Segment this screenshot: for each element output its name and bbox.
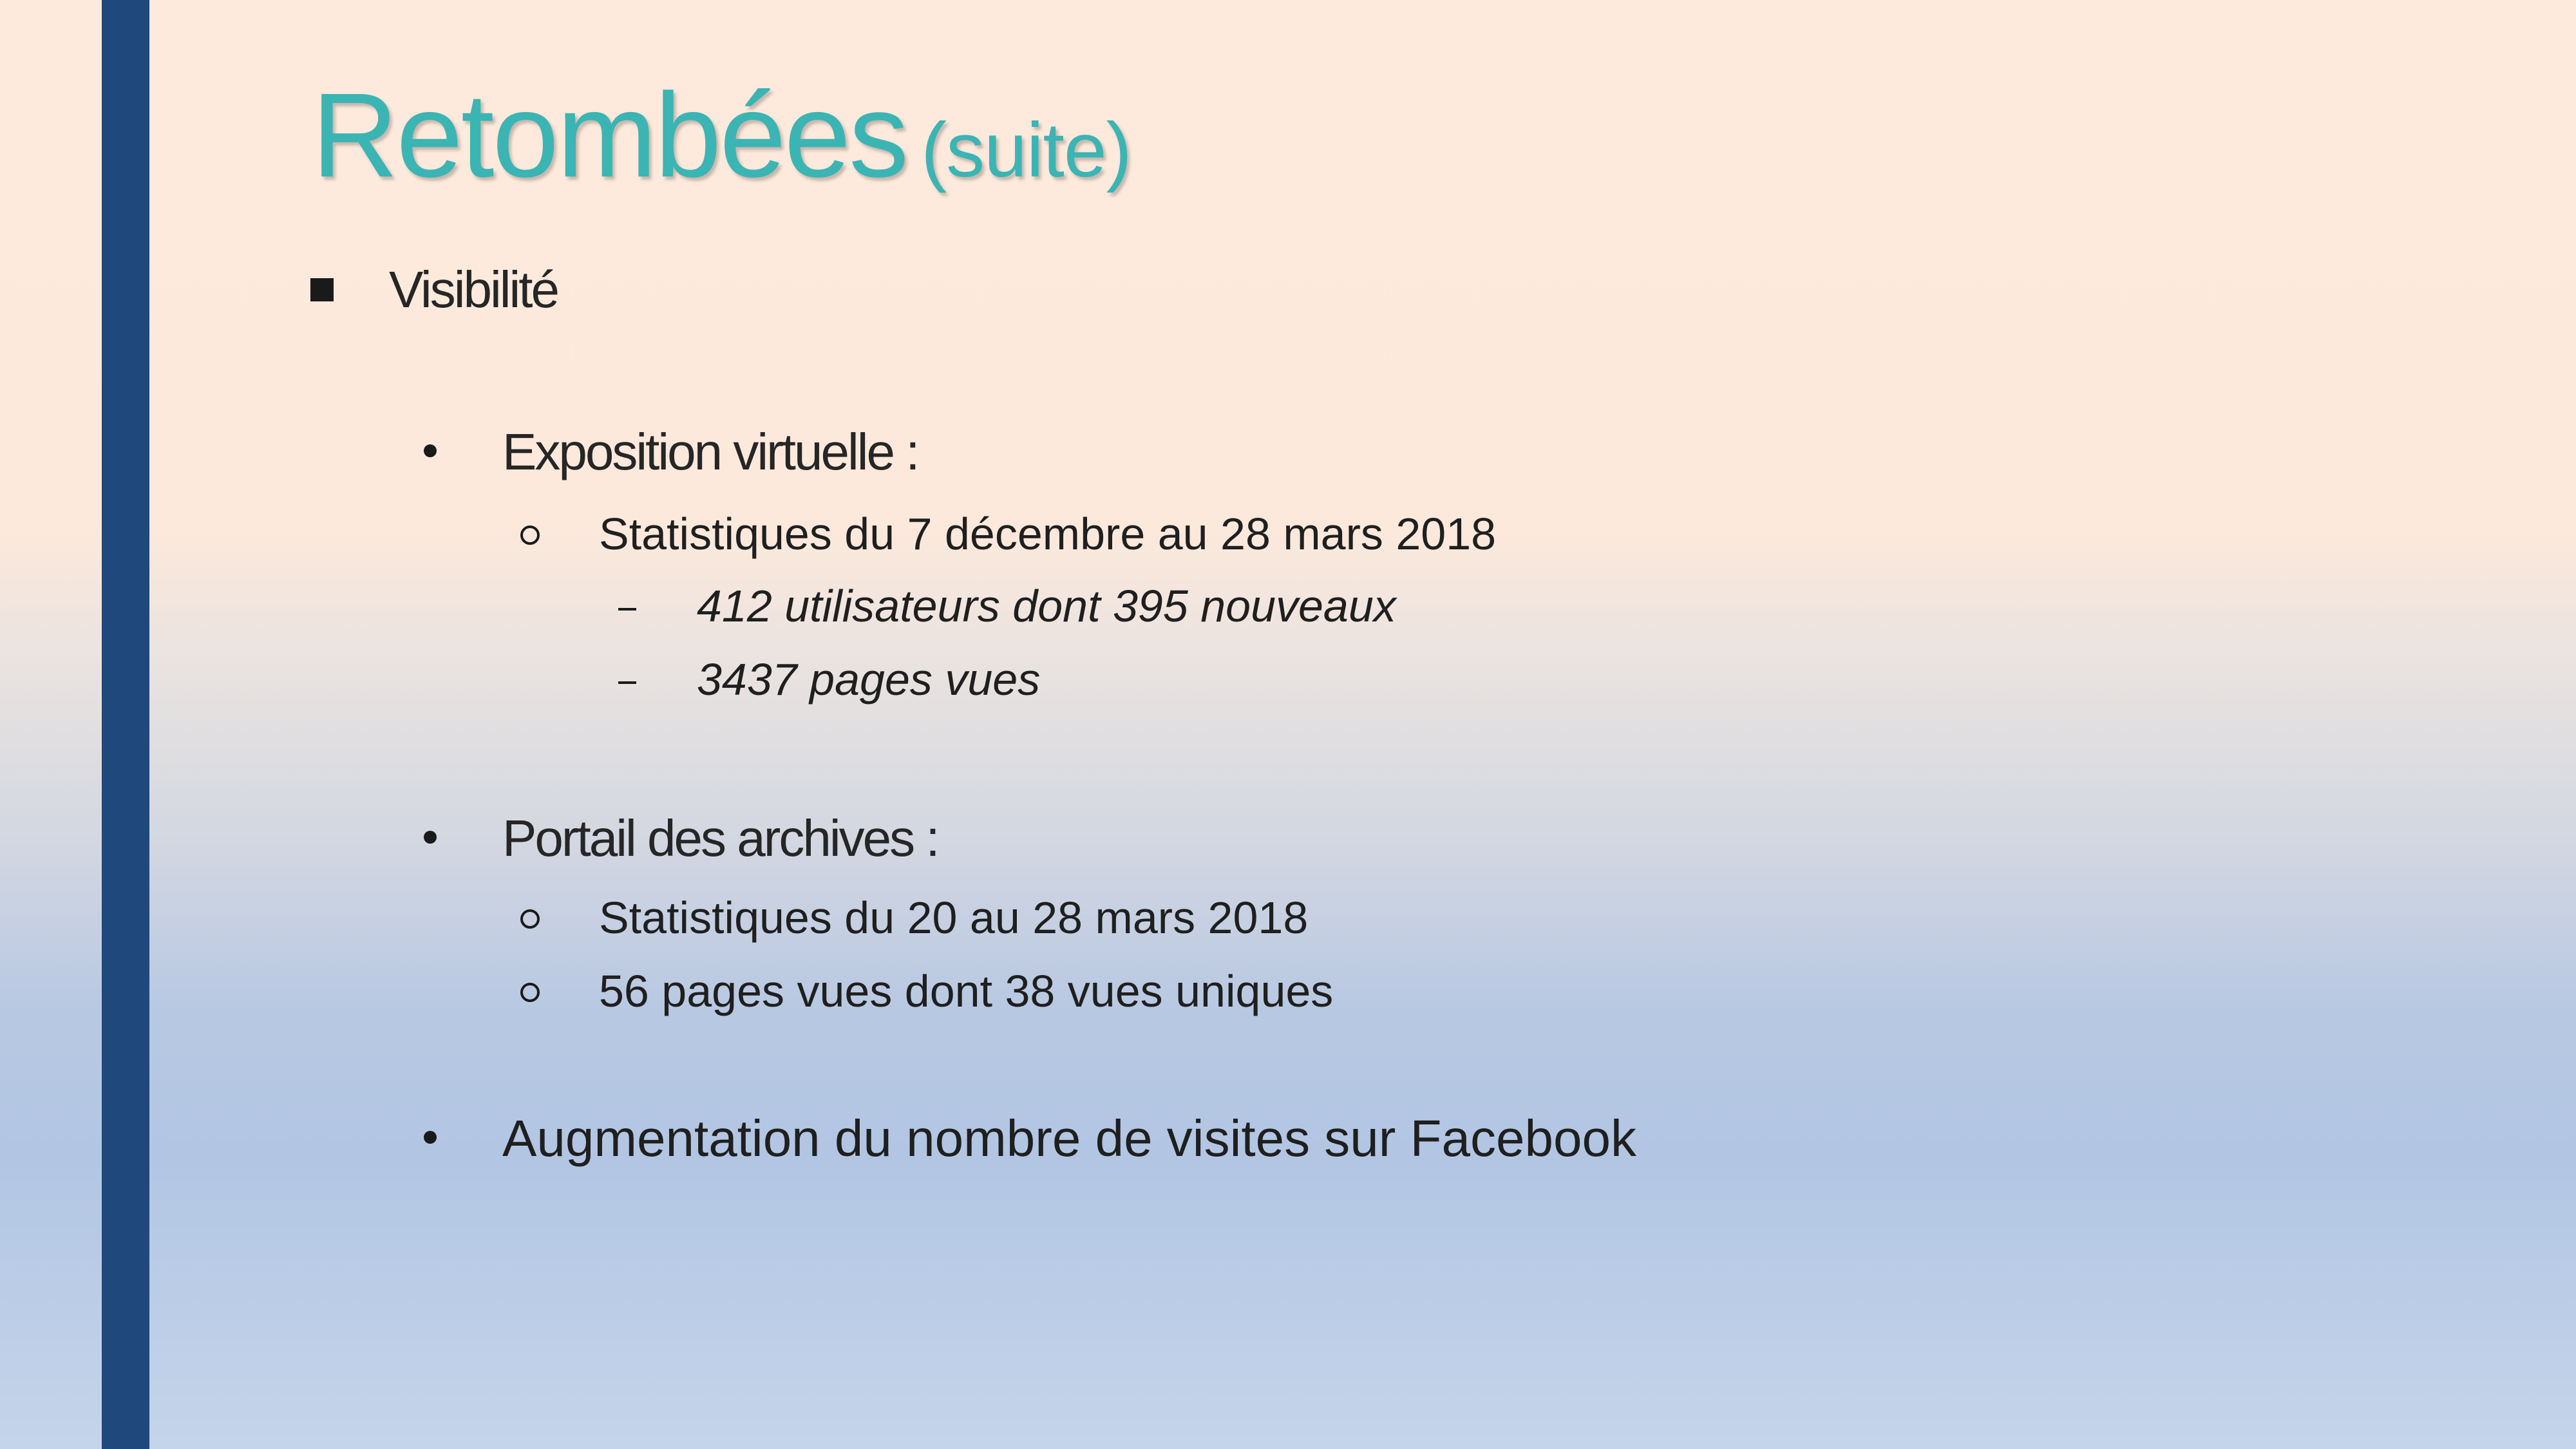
- dash-bullet-icon: [618, 608, 636, 611]
- list-item-page-views: [697, 654, 1041, 705]
- dash-bullet-icon: [618, 681, 636, 684]
- section-item-visibilite: [389, 261, 558, 318]
- title-main: Retombées: [312, 69, 907, 202]
- list-item-portail-stats: [599, 893, 1309, 943]
- group-heading: Exposition virtuelle :: [502, 423, 918, 480]
- section-label: Visibilité: [389, 261, 558, 318]
- dot-bullet-icon: [424, 444, 437, 457]
- stat-label: Statistiques du 20 au 28 mars 2018: [599, 893, 1309, 943]
- list-item-facebook: [502, 1110, 1636, 1167]
- square-bullet-icon: [310, 278, 334, 301]
- dot-bullet-icon: [424, 831, 437, 844]
- circle-bullet-icon: [520, 983, 540, 1002]
- title-suffix: (suite): [921, 107, 1132, 193]
- list-item-portail-views: [599, 966, 1334, 1016]
- stat-detail: 56 pages vues dont 38 vues uniques: [599, 966, 1334, 1016]
- slide-title: [312, 69, 1132, 202]
- list-item-users: [697, 583, 1396, 629]
- accent-bar: [102, 0, 149, 1449]
- list-item-portail: [502, 810, 938, 867]
- circle-bullet-icon: [520, 909, 540, 929]
- group-heading: Portail des archives :: [502, 810, 938, 867]
- detail-text: 3437 pages vues: [697, 654, 1041, 705]
- dot-bullet-icon: [424, 1131, 437, 1144]
- group-text: Augmentation du nombre de visites sur Facebook: [502, 1110, 1636, 1167]
- list-item-exposition-stats: [599, 509, 1497, 559]
- detail-text: 412 utilisateurs dont 395 nouveaux: [697, 581, 1396, 631]
- list-item-exposition: [502, 423, 918, 480]
- circle-bullet-icon: [520, 526, 540, 545]
- stat-label: Statistiques du 7 décembre au 28 mars 2018: [599, 509, 1497, 559]
